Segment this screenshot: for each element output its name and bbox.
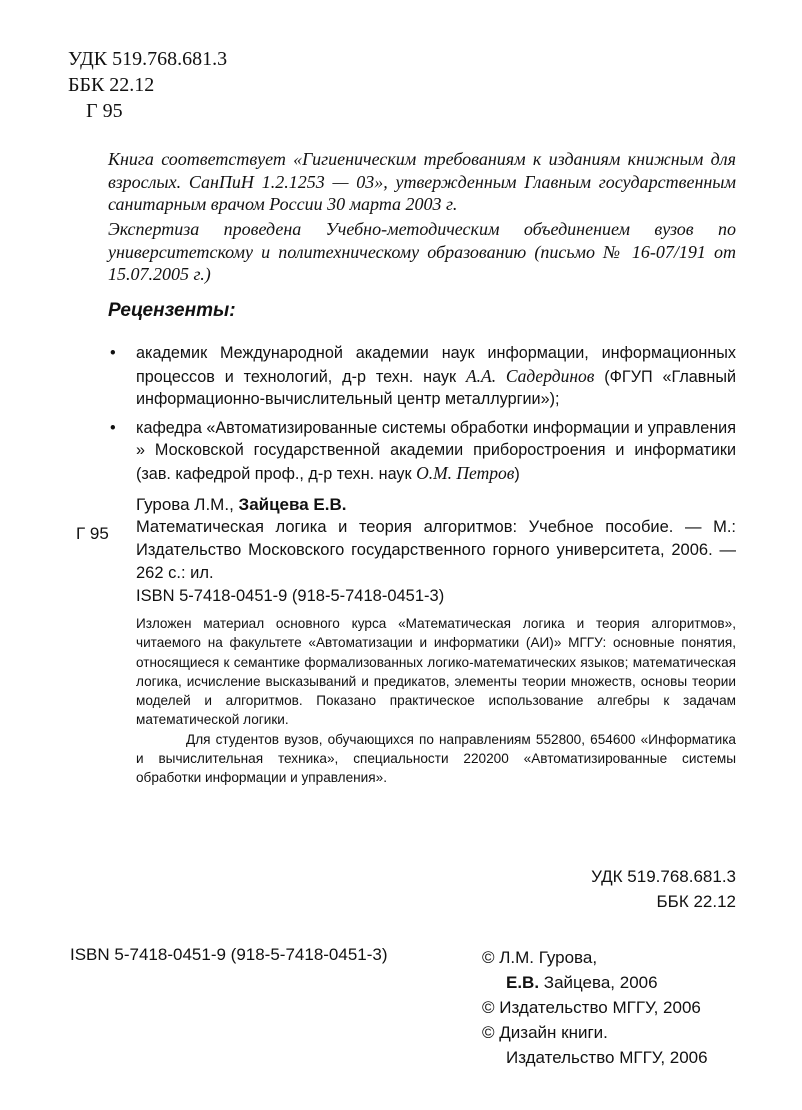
reviewers-list (108, 342, 736, 491)
author-1: Гурова Л.М. (136, 495, 230, 514)
abstract (136, 614, 736, 788)
reviewer-description: академик Международной академии наук информации, информационных процессов и технологий, д-р техн. наук (136, 344, 736, 386)
header-codes (68, 46, 227, 124)
footer-udk: УДК 519.768.681.3 (591, 867, 736, 886)
copyright-line: © Л.М. Гурова, (482, 948, 598, 967)
copyright-line: © Издательство МГГУ, 2006 (482, 998, 701, 1017)
author-2: Зайцева Е.В. (238, 495, 347, 514)
catalog-code: Г 95 (76, 524, 109, 543)
reviewer-description: кафедра «Автоматизированные системы обработки информации и управления » Московской государственной академии приборостроения и информатики (зав. кафедрой проф., д-р техн. наук (136, 418, 736, 483)
bullet-icon: • (110, 344, 116, 362)
catalog-card (136, 493, 736, 608)
reviewers-title: Рецензенты: (108, 300, 236, 321)
udk-code: УДК 519.768.681.3 (68, 48, 228, 70)
author-sign-code: Г 95 (86, 100, 123, 122)
copyright-line: © Дизайн книги. (482, 1023, 608, 1042)
copyright-icon: © (482, 1023, 495, 1042)
copyright-icon: © (482, 948, 495, 967)
reviewer-name: О.М. Петров (416, 462, 515, 483)
author-separator: , (229, 495, 234, 514)
footer-bbk: ББК 22.12 (656, 892, 736, 911)
bullet-icon: • (110, 418, 116, 437)
book-description: Математическая логика и теория алгоритмов: Учебное пособие. — М.: Издательство Московского государственного горного университета, 2006. — 262 с.: ил. (136, 518, 736, 582)
footer-codes (591, 864, 736, 914)
footer-isbn: ISBN 5-7418-0451-9 (918-5-7418-0451-3) (70, 945, 388, 964)
copyright-line: Издательство МГГУ, 2006 (506, 1048, 708, 1067)
bbk-code: ББК 22.12 (68, 74, 155, 96)
catalog-isbn: ISBN 5-7418-0451-9 (918-5-7418-0451-3) (136, 587, 445, 605)
reviewer-item (108, 342, 736, 411)
copyright-block (482, 945, 708, 1070)
authors-line (136, 493, 736, 516)
hygiene-notice: Книга соответствует «Гигиеническим требованиям к изданиям книжным для взрослых. СанПиН 1.2.1253 — 03», утвержденным Главным государственным санитарным врачом России 30 марта 2003 г. (108, 149, 736, 214)
expertise-notice: Экспертиза проведена Учебно-методическим объединением вузов по университетскому и политехническому образованию (письмо № 16-07/191 от 15.07.2005 г.) (108, 219, 736, 284)
reviewer-name: А.А. Садердинов (465, 365, 595, 386)
audience-paragraph: Для студентов вузов, обучающихся по направлениям 552800, 654600 «Информатика и вычислительная техника», специальности 220200 «Автоматизированные системы обработки информации и управления». (136, 731, 736, 786)
copyright-icon: © (482, 998, 495, 1017)
reviewer-affiliation: ) (514, 464, 520, 483)
reviewer-item (108, 417, 736, 486)
abstract-paragraph: Изложен материал основного курса «Математическая логика и теория алгоритмов», читаемого на факультете «Автоматизации и информатики (АИ)» МГГУ: основные понятия, относящиеся к семантике формализованных логико-математических языков; математическая логика, исчисление высказываний и предикатов, элементы теории множеств, основы теории моделей и алгоритмов. Показано практическое использование алгебры к задачам математической логики. (136, 616, 736, 728)
reviewer-affiliation: (ФГУП «Главный информационно-вычислительный центр металлургии»); (136, 367, 737, 408)
copyright-line: Е.В. Зайцева, 2006 (506, 973, 658, 992)
